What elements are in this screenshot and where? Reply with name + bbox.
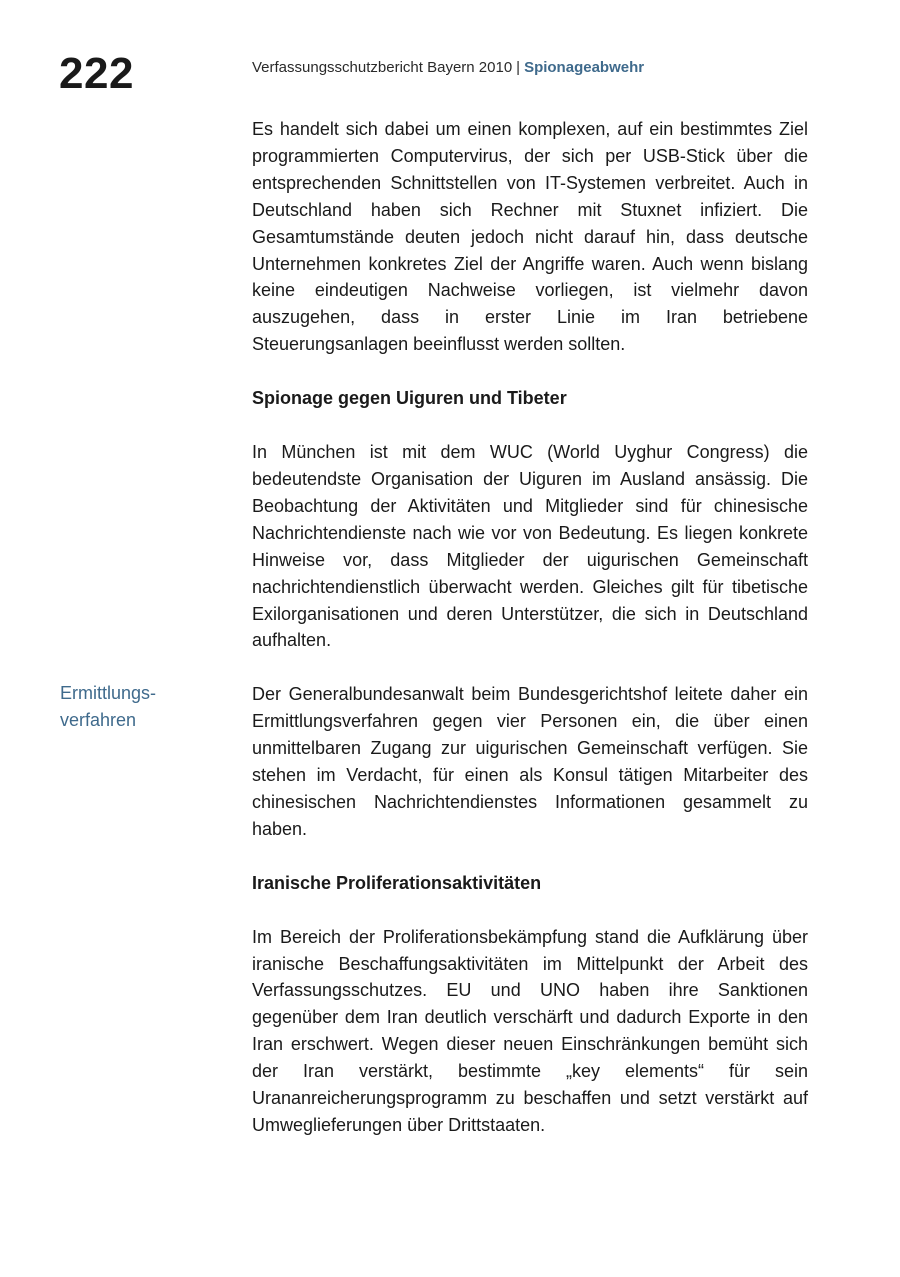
marginal-note-line: Ermittlungs- bbox=[60, 683, 157, 703]
page-number: 222 bbox=[59, 49, 134, 98]
main-content bbox=[252, 116, 808, 1139]
paragraph-ermittlungsverfahren: Der Generalbundesanwalt beim Bundesgerichtshof leitete daher ein Ermittlungsverfahren gegen vier Personen ein, die über einen unmittelbaren Zugang zur uigurischen Gemeinschaft verfügen. Sie stehen im Verdacht, für einen als Konsul tätigen Mitarbeiter des chinesischen Nachrichtendienstes Informationen gesammelt zu haben. bbox=[252, 684, 808, 839]
header-section: Spionageabwehr bbox=[524, 59, 645, 76]
marginal-note-line: verfahren bbox=[60, 710, 137, 730]
header-title: Verfassungsschutzbericht Bayern 2010 bbox=[252, 59, 513, 76]
section-heading-uiguren: Spionage gegen Uiguren und Tibeter bbox=[252, 388, 567, 409]
header-separator: | bbox=[516, 59, 521, 76]
paragraph-proliferation: Im Bereich der Proliferationsbekämpfung stand die Aufklärung über iranische Beschaffungsaktivitäten im Mittelpunkt der Arbeit des Verfassungsschutzes. EU und UNO haben ihre Sanktionen gegenüber dem Iran deutlich verschärft und dadurch Exporte in den Iran erschwert. Wegen dieser neuen Einschränkungen bemüht sich der Iran verstärkt, bestimmte „key elements“ für sein Urananreicherungsprogramm zu beschaffen und setzt verstärkt auf Umweglieferungen über Drittstaaten. bbox=[252, 926, 808, 1135]
running-header bbox=[252, 59, 644, 76]
paragraph-stuxnet: Es handelt sich dabei um einen komplexen, auf ein bestimmtes Ziel programmierten Computervirus, der sich per USB-Stick über die entsprechenden Schnittstellen von IT-Systemen verbreitet. Auch in Deutschland haben sich Rechner mit Stuxnet infiziert. Die Gesamtumstände deuten jedoch nicht darauf hin, dass deutsche Unternehmen konkretes Ziel der Angriffe waren. Auch wenn bislang keine eindeutigen Nachweise vorliegen, ist vielmehr davon auszugehen, dass in erster Linie im Iran betriebene Steuerungsanlagen beeinflusst werden sollten. bbox=[252, 119, 808, 355]
section-heading-proliferation: Iranische Proliferationsaktivitäten bbox=[252, 872, 542, 893]
paragraph-wuc: In München ist mit dem WUC (World Uyghur Congress) die bedeutendste Organisation der Uiguren im Ausland ansässig. Die Beobachtung der Aktivitäten und Mitglieder sind für chinesische Nachrichtendienste nach wie vor von Bedeutung. Es liegen konkrete Hinweise vor, dass Mitglieder der uigurischen Gemeinschaft nachrichtendienstlich überwacht werden. Gleiches gilt für tibetische Exilorganisationen und deren Unterstützer, die sich in Deutschland aufhalten. bbox=[252, 442, 808, 651]
marginal-note bbox=[60, 680, 230, 734]
